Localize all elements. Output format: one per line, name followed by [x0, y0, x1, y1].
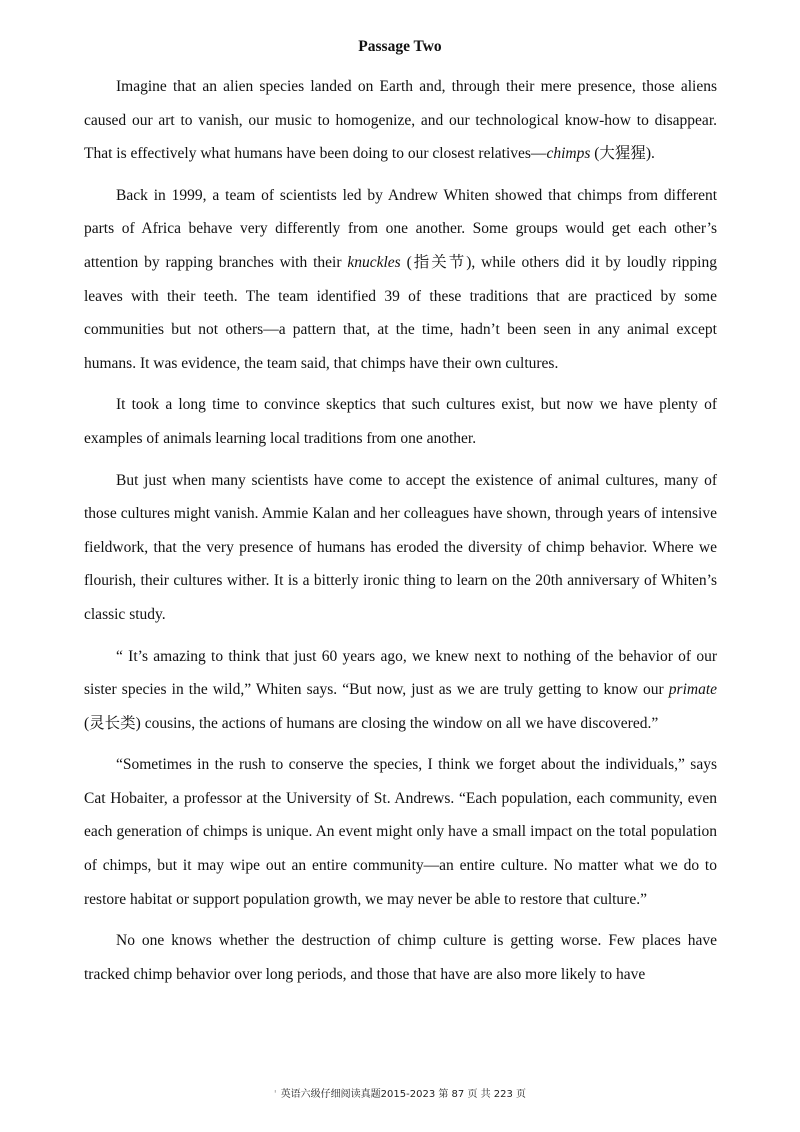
italic-term: primate	[668, 681, 717, 699]
paragraph-text: (灵长类) cousins, the actions of humans are closing the window on all we have discovered.”	[84, 714, 659, 732]
paragraph-2	[84, 179, 717, 381]
italic-term: chimps	[546, 145, 591, 163]
paragraph-4	[84, 464, 717, 632]
footer-mark: '	[273, 1089, 277, 1100]
passage-title: Passage Two	[358, 38, 442, 55]
passage-body	[84, 70, 717, 991]
paragraph-text: Back in 1999, a team of scientists led by Andrew Whiten showed that chimps from different parts of Africa behave very differently from one another. Some groups would get each other’s attention by rapping branches with their	[84, 186, 717, 271]
paragraph-text: It took a long time to convince skeptics that such cultures exist, but now we have plenty of examples of animals learning local traditions from one another.	[84, 396, 717, 447]
paragraph-text: No one knows whether the destruction of chimp culture is getting worse. Few places have tracked chimp behavior over long periods, and those that have are also more likely to have	[84, 932, 717, 983]
paragraph-3	[84, 388, 717, 455]
paragraph-1	[84, 70, 717, 171]
paragraph-5	[84, 640, 717, 741]
paragraph-text: “Sometimes in the rush to conserve the species, I think we forget about the individuals,” says Cat Hobaiter, a professor at the University of St. Andrews. “Each population, each community, even each generation of chimps is unique. An event might only have a small impact on the total population of chimps, but it may wipe out an entire community—an entire culture. No matter what we do to restore habitat or support population growth, we may never be able to restore that culture.”	[84, 756, 717, 908]
paragraph-6	[84, 748, 717, 916]
paragraph-7	[84, 924, 717, 991]
page-footer	[0, 1085, 800, 1100]
footer-page-info: 英语六级仔细阅读真题2015-2023 第 87 页 共 223 页	[280, 1089, 527, 1100]
paragraph-text: Imagine that an alien species landed on Earth and, through their mere presence, those aliens caused our art to vanish, our music to homogenize, and our technological know-how to disappear. That is effectively what humans have been doing to our closest relatives—	[84, 78, 717, 163]
paragraph-text: (指关节), while others did it by loudly ripping leaves with their teeth. The team identified 39 of these traditions that are practiced by some communities but not others—a pattern that, at the time, hadn’t been seen in any animal except humans. It was evidence, the team said, that chimps have their own cultures.	[84, 253, 717, 372]
paragraph-text: “ It’s amazing to think that just 60 years ago, we knew next to nothing of the behavior of our sister species in the wild,” Whiten says. “But now, just as we are truly getting to know our	[84, 647, 717, 699]
italic-term: knuckles	[347, 253, 401, 271]
paragraph-text: (大猩猩).	[590, 145, 655, 163]
paragraph-text: But just when many scientists have come to accept the existence of animal cultures, many of those cultures might vanish. Ammie Kalan and her colleagues have shown, through years of intensive fieldwork, that the very presence of humans has eroded the diversity of chimp behavior. Where we flourish, their cultures wither. It is a bitterly ironic thing to learn on the 20th anniversary of Whiten’s classic study.	[84, 471, 717, 623]
